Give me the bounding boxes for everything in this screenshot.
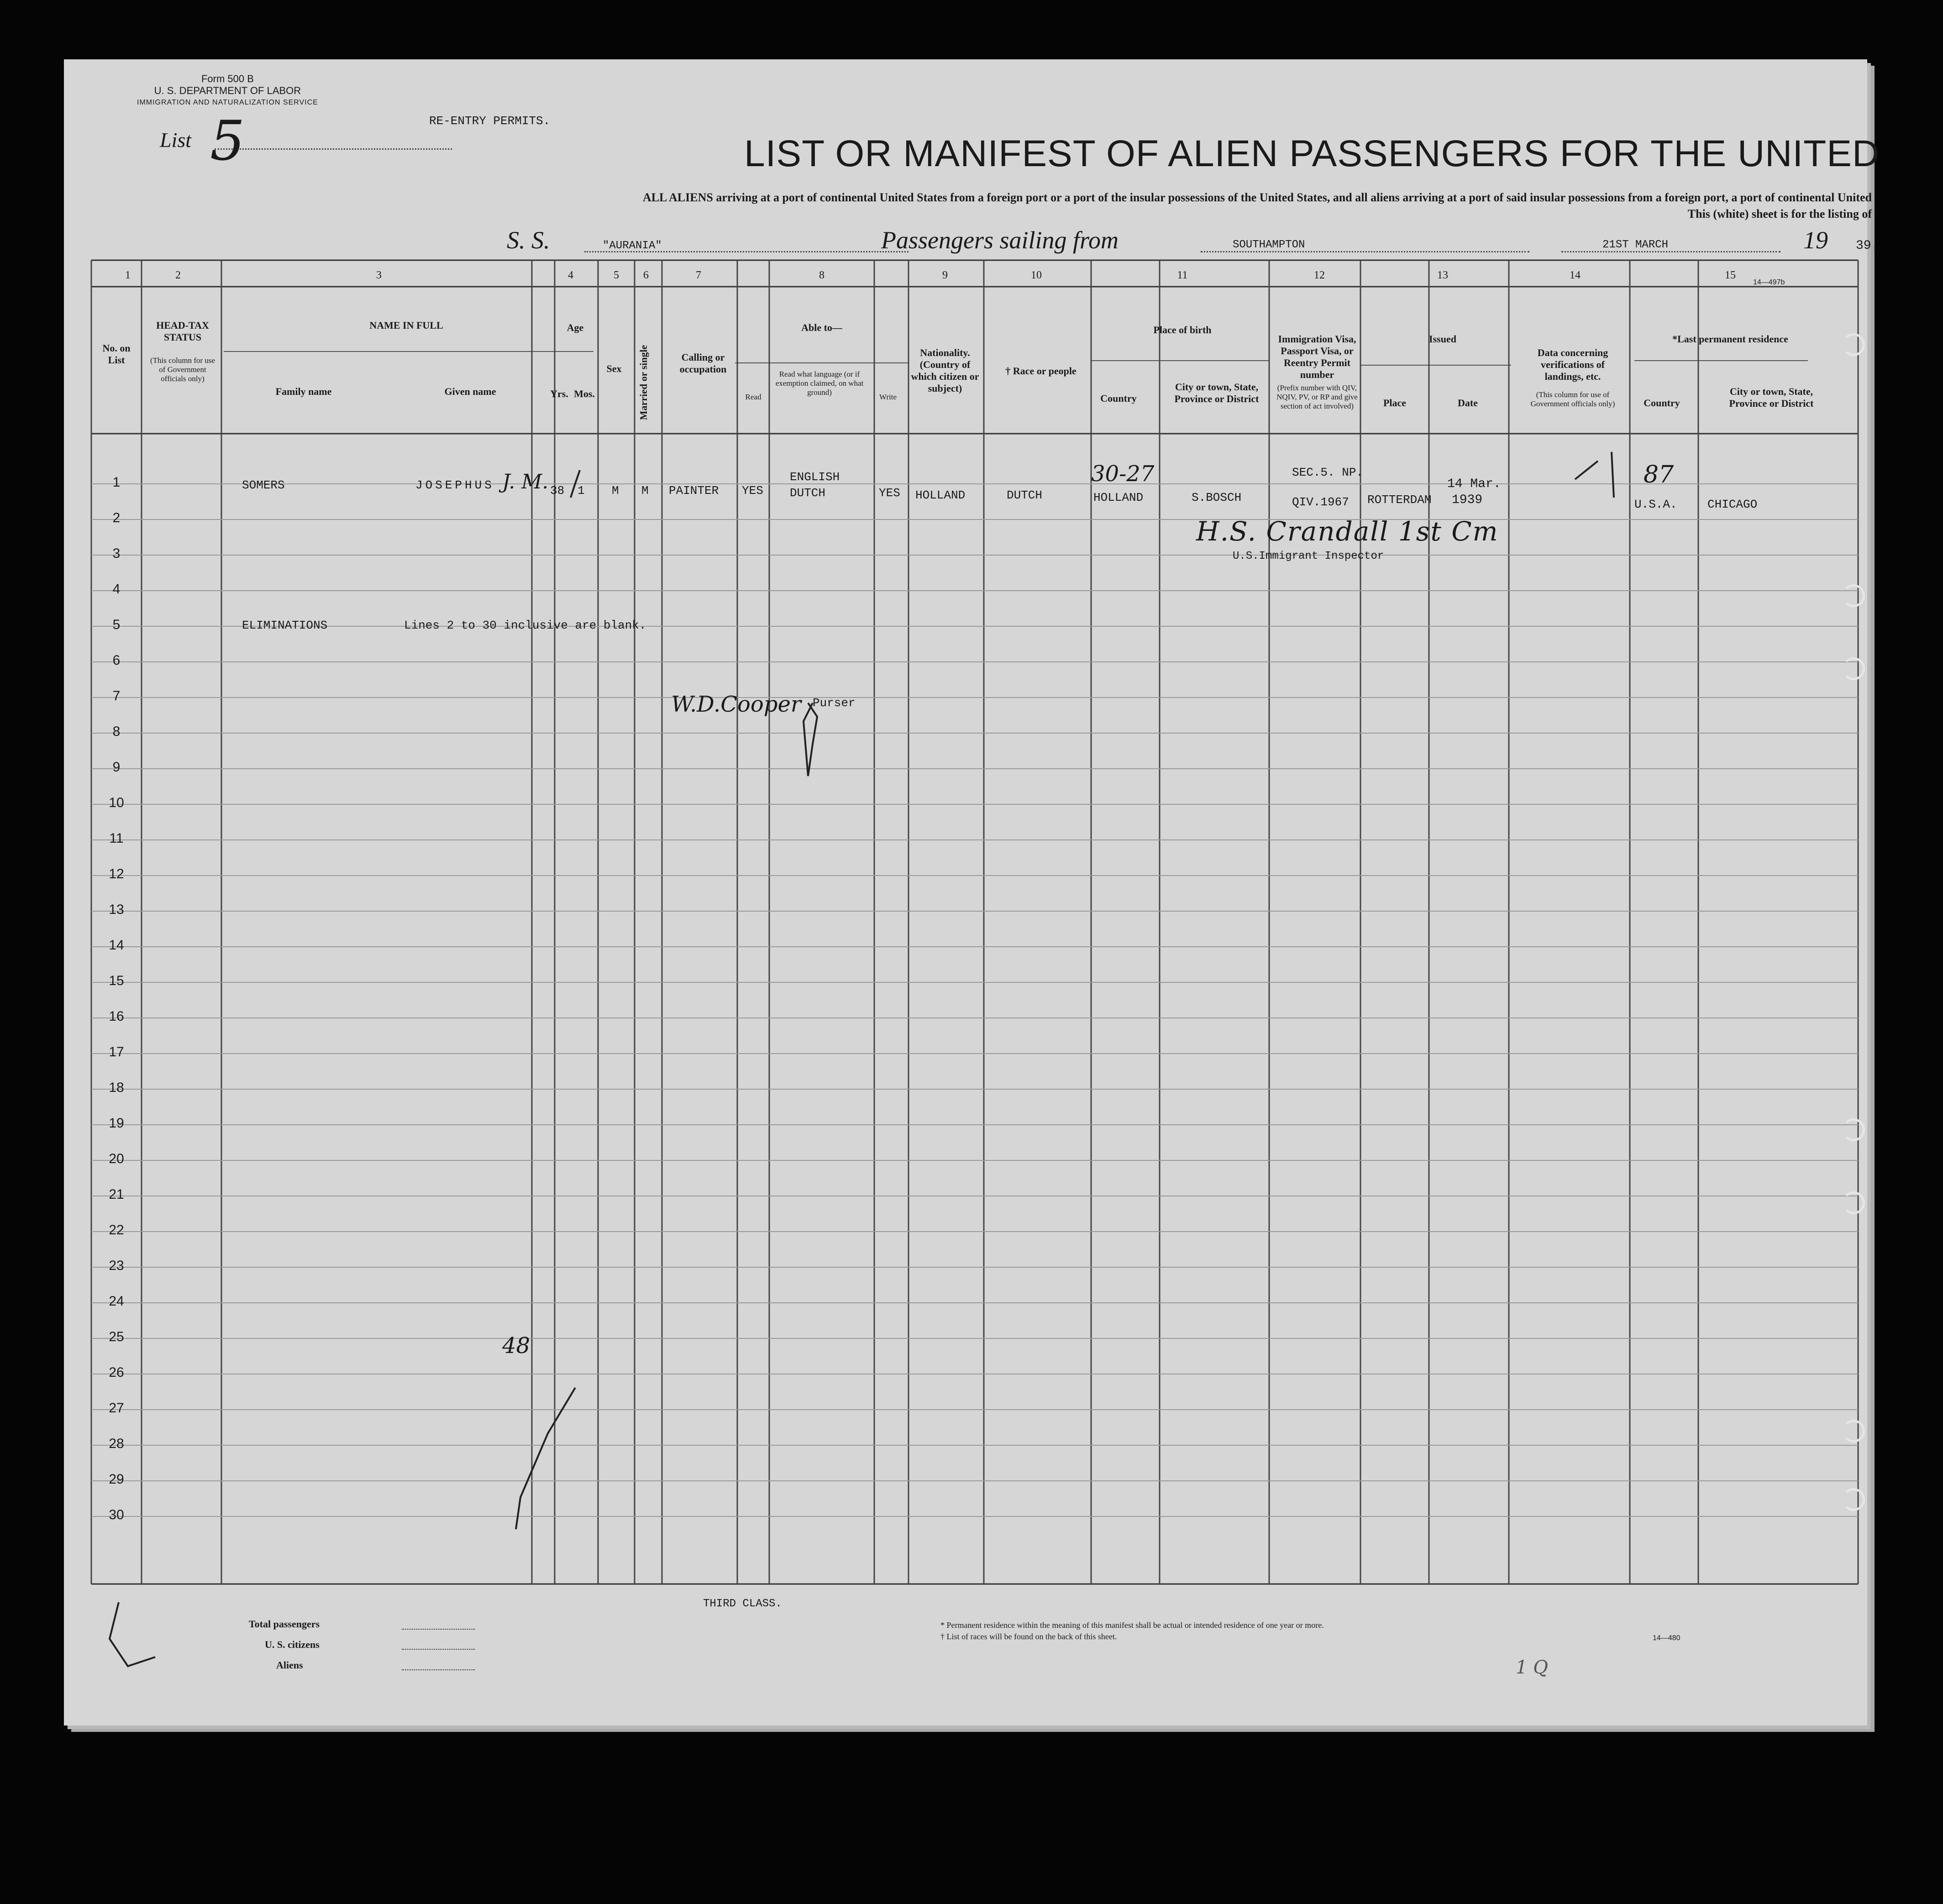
corner-mark: 1 Q [1516,1657,1548,1678]
header-res-city: City or town, State, Province or District [1729,386,1814,409]
header-visa-note: (Prefix number with QIV, NQIV, PV, or RP and give section of act involved) [1276,383,1358,410]
entry-given-name: JOSEPHUS [415,478,494,492]
header-able-to: Able to— [801,322,842,333]
col-num: 13 [1437,269,1448,281]
inspector-signature: H.S. Crandall 1st Cm [1196,516,1499,547]
entry-issued-place: ROTTERDAM [1367,493,1432,507]
header-read: Read [745,393,761,401]
row-number: 27 [109,1400,124,1416]
header-place-of-birth: Place of birth [1153,324,1212,336]
header-calling: Calling or occupation [679,351,727,375]
page-title: LIST OR MANIFEST OF ALIEN PASSENGERS FOR THE UNITED [744,133,1880,174]
hand-marks [64,59,1867,1726]
row-number: 9 [112,760,121,775]
aliens-label: Aliens [276,1659,303,1671]
entry-issued-date-1: 14 Mar. [1447,477,1501,491]
row-number: 21 [109,1187,124,1202]
row-number: 6 [112,653,121,668]
count-mark: 48 [502,1333,530,1359]
list-number: 5 [210,110,245,173]
header-given-name: Given name [444,386,496,397]
year-prefix: 19 [1803,226,1828,254]
header-place: Place [1383,397,1407,409]
row-number: 25 [109,1329,124,1344]
entry-nationality: HOLLAND [915,488,966,502]
col-num: 11 [1177,269,1188,281]
header-no-on-list: No. on List [102,342,131,366]
entry-language-1: ENGLISH [790,470,840,484]
col-num: 7 [696,269,701,281]
row-number: 19 [109,1116,124,1131]
row-number: 28 [109,1436,124,1451]
header-mos: Mos. [574,388,595,399]
department-label: U. S. DEPARTMENT OF LABOR [154,85,301,96]
eliminations-label: ELIMINATIONS [242,619,328,632]
header-sex: Sex [606,363,622,374]
ss-label: S. S. [507,226,550,254]
row-number: 16 [109,1009,124,1024]
row-number: 10 [109,795,124,810]
entry-language-2: DUTCH [790,486,826,500]
header-head-tax: HEAD-TAX STATUS [156,320,209,343]
blank-lines-note: Lines 2 to 30 inclusive are blank. [404,619,646,632]
col-num: 3 [376,269,382,281]
row-number: 18 [109,1080,124,1095]
entry-age-yrs: 38 [550,484,565,498]
header-married: Married or single [638,345,649,420]
col-num: 14 [1570,269,1581,281]
row-number: 26 [109,1365,124,1380]
row-number: 7 [112,688,121,703]
row-number: 30 [109,1507,124,1522]
col-num: 6 [643,269,649,281]
entry-visa-line-2: QIV.1967 [1292,495,1349,509]
header-nationality: Nationality. (Country of which citizen or subject) [911,347,979,394]
col-num: 5 [614,269,619,281]
row-number: 13 [109,902,124,917]
form-code-top: 14—497b [1753,278,1785,286]
entry-write: YES [879,486,900,500]
row-number: 17 [109,1044,124,1060]
col-num: 15 [1725,269,1736,281]
note-residence: * Permanent residence within the meaning of this manifest shall be actual or intended residence of one year or more. [940,1621,1324,1630]
header-last-residence: *Last permanent residence [1672,333,1788,345]
col-num: 12 [1314,269,1325,281]
punch-hole [1842,333,1865,356]
service-label: IMMIGRATION AND NATURALIZATION SERVICE [137,99,318,106]
class-note: THIRD CLASS. [703,1598,782,1610]
row-number: 1 [112,475,121,490]
subtitle-line-2: This (white) sheet is for the listing of [1687,207,1872,220]
col-num: 1 [125,269,131,281]
us-citizens-label: U. S. citizens [265,1639,320,1650]
row-number: 5 [112,617,121,632]
header-date: Date [1458,397,1478,409]
entry-res-city: CHICAGO [1707,498,1758,511]
reentry-note: RE-ENTRY PERMITS. [429,114,551,128]
punch-hole [1842,1488,1865,1511]
punch-hole [1842,1420,1865,1442]
col-num: 8 [819,269,824,281]
row-number: 4 [112,582,121,597]
punch-hole [1842,1118,1865,1141]
entry-married: M [641,484,649,498]
note-races: † List of races will be found on the back of this sheet. [940,1632,1117,1641]
row-number: 29 [109,1472,124,1487]
sailing-label: Passengers sailing from [881,226,1119,254]
list-label: List [160,128,192,152]
entry-birth-country: HOLLAND [1093,491,1144,504]
header-head-tax-note: (This column for use of Government officials only) [150,356,215,383]
entry-res-country-note: 87 [1644,461,1674,488]
header-name-in-full: NAME IN FULL [369,320,443,331]
year-suffix: 39. [1856,239,1879,253]
entry-sex: M [612,484,619,498]
col-num: 9 [942,269,948,281]
row-number: 11 [109,831,124,846]
header-read-language: Read what language (or if exemption claimed, on what ground) [775,370,864,397]
header-data-note: (This column for use of Government officials only) [1530,390,1615,408]
entry-birth-city: S.BOSCH [1192,491,1242,504]
entry-age-mos: 1 [578,484,585,498]
header-write: Write [879,393,897,401]
punch-hole [1842,1191,1865,1214]
us-citizens-line [402,1649,475,1650]
entry-birth-country-note: 30-27 [1091,461,1155,487]
header-res-country: Country [1644,397,1680,409]
row-number: 22 [109,1222,124,1238]
header-city-town: City or town, State, Province or District [1174,381,1259,404]
purser-title: Purser [813,696,856,710]
punch-hole [1842,584,1865,607]
manifest-sheet [64,59,1880,1726]
col-num: 2 [175,269,181,281]
row-number: 23 [109,1258,124,1273]
entry-read: YES [742,484,763,498]
header-visa: Immigration Visa, Passport Visa, or Reentry Permit number [1278,333,1356,380]
punch-hole [1842,657,1865,680]
entry-visa-line-1: SEC.5. NP. [1292,466,1364,479]
header-country: Country [1100,393,1137,404]
total-passengers-line [402,1629,475,1630]
entry-issued-date-2: 1939 [1452,493,1483,507]
header-data-concerning: Data concerning verifications of landings, etc. [1537,347,1608,382]
row-number: 12 [109,866,124,881]
col-num: 10 [1031,269,1042,281]
row-number: 2 [112,510,121,525]
row-number: 24 [109,1294,124,1309]
entry-given-name-note: J. M. [502,470,549,493]
header-issued: Issued [1429,333,1456,345]
row-number: 8 [112,724,121,739]
header-family-name: Family name [275,386,332,397]
purser-signature: W.D.Cooper [671,692,801,717]
ship-name: "AURANIA" [603,240,662,252]
entry-race: DUTCH [1007,488,1043,502]
col-num: 4 [568,269,573,281]
row-number: 14 [109,938,124,953]
inspector-title: U.S.Immigrant Inspector [1233,550,1384,562]
form-code-bottom: 14—480 [1653,1634,1680,1642]
entry-res-country: U.S.A. [1634,498,1677,511]
sailing-date: 21ST MARCH [1602,239,1669,251]
entry-family-name: SOMERS [242,478,285,492]
form-number: Form 500 B [201,73,254,84]
header-yrs: Yrs. [550,388,568,399]
row-number: 3 [112,546,121,561]
header-race: † Race or people [1005,365,1077,377]
row-number: 15 [109,973,124,988]
header-age: Age [567,322,584,333]
entry-occupation: PAINTER [669,484,719,498]
sailing-from: SOUTHAMPTON [1233,239,1305,251]
total-passengers-label: Total passengers [249,1618,320,1630]
subtitle-line-1: ALL ALIENS arriving at a port of continental United States from a foreign port or a port of the insular possessions of the United States, and all aliens arriving at a port of said insular possessions from a foreign port, a port of continental United [642,191,1872,204]
row-number: 20 [109,1151,124,1166]
aliens-line [402,1669,475,1670]
